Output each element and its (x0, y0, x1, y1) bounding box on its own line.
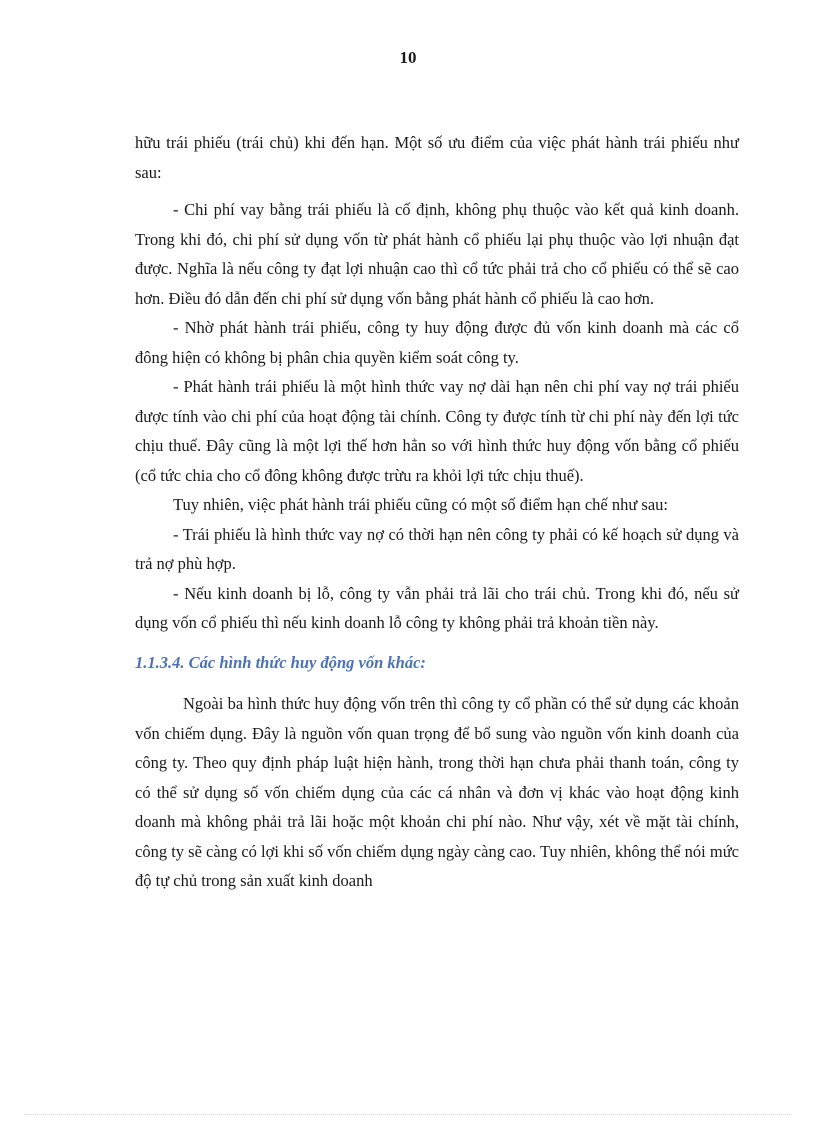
bond-limitation-interest: - Nếu kinh doanh bị lỗ, công ty vẫn phải trả lãi cho trái chủ. Trong khi đó, nếu sử dụng vốn cổ phiếu thì nếu kinh doanh lỗ công ty không phải trả khoản tiền này. (135, 583, 739, 632)
footer-divider (24, 1114, 792, 1115)
document-body (135, 128, 739, 896)
bond-advantage-control: - Nhờ phát hành trái phiếu, công ty huy động được đủ vốn kinh doanh mà các cổ đông hiện có không bị phân chia quyền kiểm soát công ty. (135, 318, 739, 367)
page-number: 10 (399, 48, 417, 67)
bond-limitation-term: - Trái phiếu là hình thức vay nợ có thời hạn nên công ty phải có kế hoạch sử dụng và trả nợ phù hợp. (135, 524, 739, 573)
section-heading: 1.1.3.4. Các hình thức huy động vốn khác: (135, 652, 426, 672)
bond-limitations-intro: Tuy nhiên, việc phát hành trái phiếu cũng có một số điểm hạn chế như sau: (173, 495, 668, 514)
paragraph-continuation: hữu trái phiếu (trái chủ) khi đến hạn. Một số ưu điểm của việc phát hành trái phiếu như sau: (135, 133, 739, 182)
section-paragraph: Ngoài ba hình thức huy động vốn trên thì công ty cổ phần có thể sử dụng các khoản vốn chiếm dụng. Đây là nguồn vốn quan trọng để bổ sung vào nguồn vốn kinh doanh của công ty. Theo quy định pháp luật hiện hành, trong thời hạn chưa phải thanh toán, công ty có thể sử dụng số vốn chiếm dụng của các cá nhân và đơn vị khác vào hoạt động kinh doanh mà không phải trả lãi hoặc một khoản chi phí nào. Như vậy, xét về mặt tài chính, công ty sẽ càng có lợi khi số vốn chiếm dụng ngày càng cao. Tuy nhiên, không thể nói mức độ tự chủ trong sản xuất kinh doanh (135, 694, 739, 890)
bond-advantage-fixed-cost: - Chi phí vay bằng trái phiếu là cố định, không phụ thuộc vào kết quả kinh doanh. Trong khi đó, chi phí sử dụng vốn từ phát hành cổ phiếu lại phụ thuộc vào lợi nhuận đạt được. Nghĩa là nếu công ty đạt lợi nhuận cao thì cổ tức phải trả cho cổ phiếu có thể sẽ cao hơn. Điều đó dẫn đến chi phí sử dụng vốn bằng phát hành cổ phiếu là cao hơn. (135, 200, 739, 308)
bond-advantage-tax: - Phát hành trái phiếu là một hình thức vay nợ dài hạn nên chi phí vay nợ trái phiếu được tính vào chi phí của hoạt động tài chính. Công ty được tính từ chi phí này đến lợi tức chịu thuế. Đây cũng là một lợi thế hơn hẳn so với hình thức huy động vốn bằng cổ phiếu (cổ tức chia cho cổ đông không được trừu ra khỏi lợi tức chịu thuế). (135, 377, 739, 485)
